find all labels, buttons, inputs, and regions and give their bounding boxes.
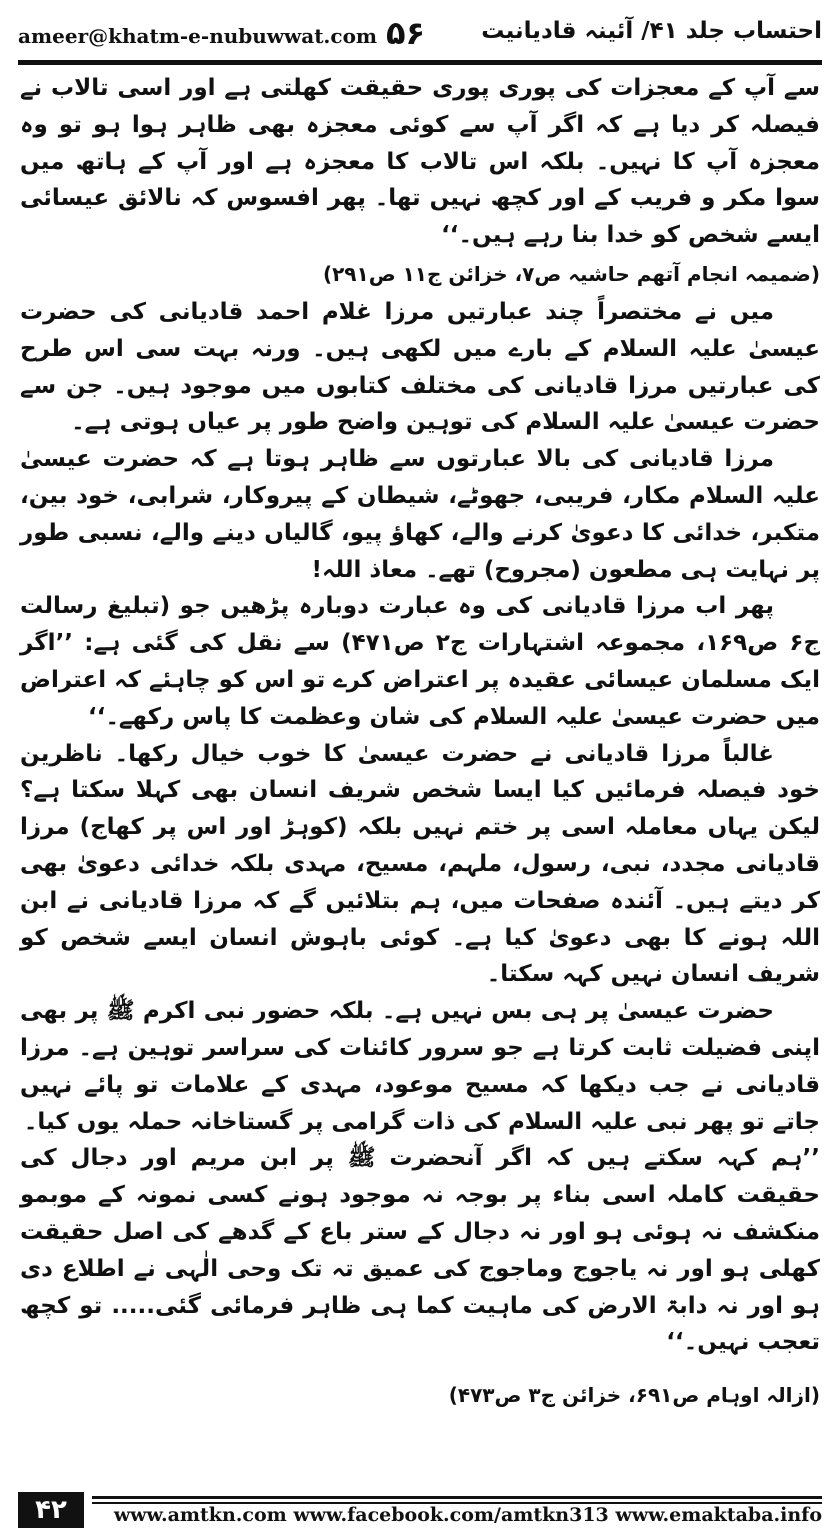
header-page-number: ۵۶ [386,14,426,52]
page-header [18,14,822,54]
paragraph-6: حضرت عیسیٰ پر ہی بس نہیں ہے۔ بلکہ حضور نبی اکرم ﷺ پر بھی اپنی فضیلت ثابت کرتا ہے جو سرور کائنات کی سراسر توہین ہے۔ مرزا قادیانی نے جب دیکھا کہ مسیح موعود، مہدی کے علامات تو پائے نہیں جاتے تو پھر نبی علیہ السلام کی ذات گرامی پر گستاخانہ حملہ یوں کیا۔ [20,998,820,1135]
page-footer [18,1492,822,1528]
paragraph-2: میں نے مختصراً چند عبارتیں مرزا غلام احمد قادیانی کی حضرت عیسیٰ علیہ السلام کے بارے میں لکھی ہیں۔ ورنہ بہت سی اس طرح کی عبارتیں مرزا قادیانی کی مختلف کتابوں میں موجود ہیں۔ جن سے حضرت عیسیٰ علیہ السلام کی توہین واضح طور پر عیاں ہوتی ہے۔ [20,298,820,436]
reference-2: (ازالہ اوہام ص۶۹۱، خزائن ج۳ ص۴۷۳) [448,1383,820,1408]
header-book-title: احتساب جلد ۴۱/ آئینہ قادیانیت [481,18,822,44]
reference-1: (ضمیمہ انجام آتھم حاشیہ ص۷، خزائن ج۱۱ ص۲۹۱) [322,261,820,286]
header-rule [18,60,822,65]
footer-rule-thick [92,1496,822,1499]
paragraph-1: سے آپ کے معجزات کی پوری پوری حقیقت کھلتی ہے اور اسی تالاب نے فیصلہ کر دیا ہے کہ اگر آپ سے کوئی معجزہ بھی ظاہر ہوا ہو تو وہ معجزہ آپ کا نہیں۔ بلکہ اس تالاب کا معجزہ ہے اور آپ کے ہاتھ میں سوا مکر و فریب کے اور کچھ نہیں تھا۔ پھر افسوس کہ نالائق عیسائی ایسے شخص کو خدا بنا رہے ہیں۔‘‘ [20,75,820,249]
paragraph-4: پھر اب مرزا قادیانی کی وہ عبارت دوبارہ پڑھیں جو (تبلیغ رسالت ج۶ ص۱۶۹، مجموعہ اشتہارات ج۲ ص۴۷۱) سے نقل کی گئی ہے: ’’اگر ایک مسلمان عیسائی عقیدہ پر اعتراض کرے تو اس کو چاہئے کہ اعتراض میں حضرت عیسیٰ علیہ السلام کی شان وعظمت کا پاس رکھے۔‘‘ [20,593,821,730]
header-email: ameer@khatm-e-nubuwwat.com [18,24,378,48]
page-body [20,70,820,1415]
paragraph-5: غالباً مرزا قادیانی نے حضرت عیسیٰ کا خوب خیال رکھا۔ ناظرین خود فیصلہ فرمائیں کیا ایسا شخص شریف انسان بھی کہلا سکتا ہے؟ لیکن یہاں معاملہ اسی پر ختم نہیں بلکہ (کوہڑ اور اس پر کھاج) مرزا قادیانی مجدد، نبی، رسول، ملہم، مسیح، مہدی بلکہ خدائی دعویٰ بھی کر دیتے ہیں۔ آئندہ صفحات میں، ہم بتلائیں گے کہ مرزا قادیانی نے ابن اللہ ہونے کا بھی دعویٰ کیا ہے۔ کوئی باہوش انسان ایسے شخص کو شریف انسان نہیں کہہ سکتا۔ [20,740,820,988]
footer-urls: www.amtkn.com www.facebook.com/amtkn313 www.emaktaba.info [113,1504,822,1526]
paragraph-3: مرزا قادیانی کی بالا عبارتوں سے ظاہر ہوتا ہے کہ حضرت عیسیٰ علیہ السلام مکار، فریبی، جھوٹے، شیطان کے پیروکار، شرابی، خود بین، متکبر، خدائی کا دعویٰ کرنے والے، کھاؤ پیو، گالیاں دینے والے، نسبی طور پر نہایت ہی مطعون (مجروح) تھے۔ معاذ اللہ! [20,446,820,583]
footer-page-number: ۴۲ [18,1492,84,1528]
paragraph-7-quote: ’’ہم کہہ سکتے ہیں کہ اگر آنحضرت ﷺ پر ابن مریم اور دجال کی حقیقت کاملہ اسی بناء پر بوجہ نہ موجود ہونے کسی نمونہ کے موبمو منکشف نہ ہوئی ہو اور نہ دجال کے ستر باع کے گدھے کی اصل حقیقت کھلی ہو اور نہ یاجوج وماجوج کی عمیق تہ تک وحی الٰہی نے اطلاع دی ہو اور نہ دابۃ الارض کی ماہیت کما ہی ظاہر فرمائی گئی..... تو کچھ تعجب نہیں۔‘‘ [20,1145,820,1356]
